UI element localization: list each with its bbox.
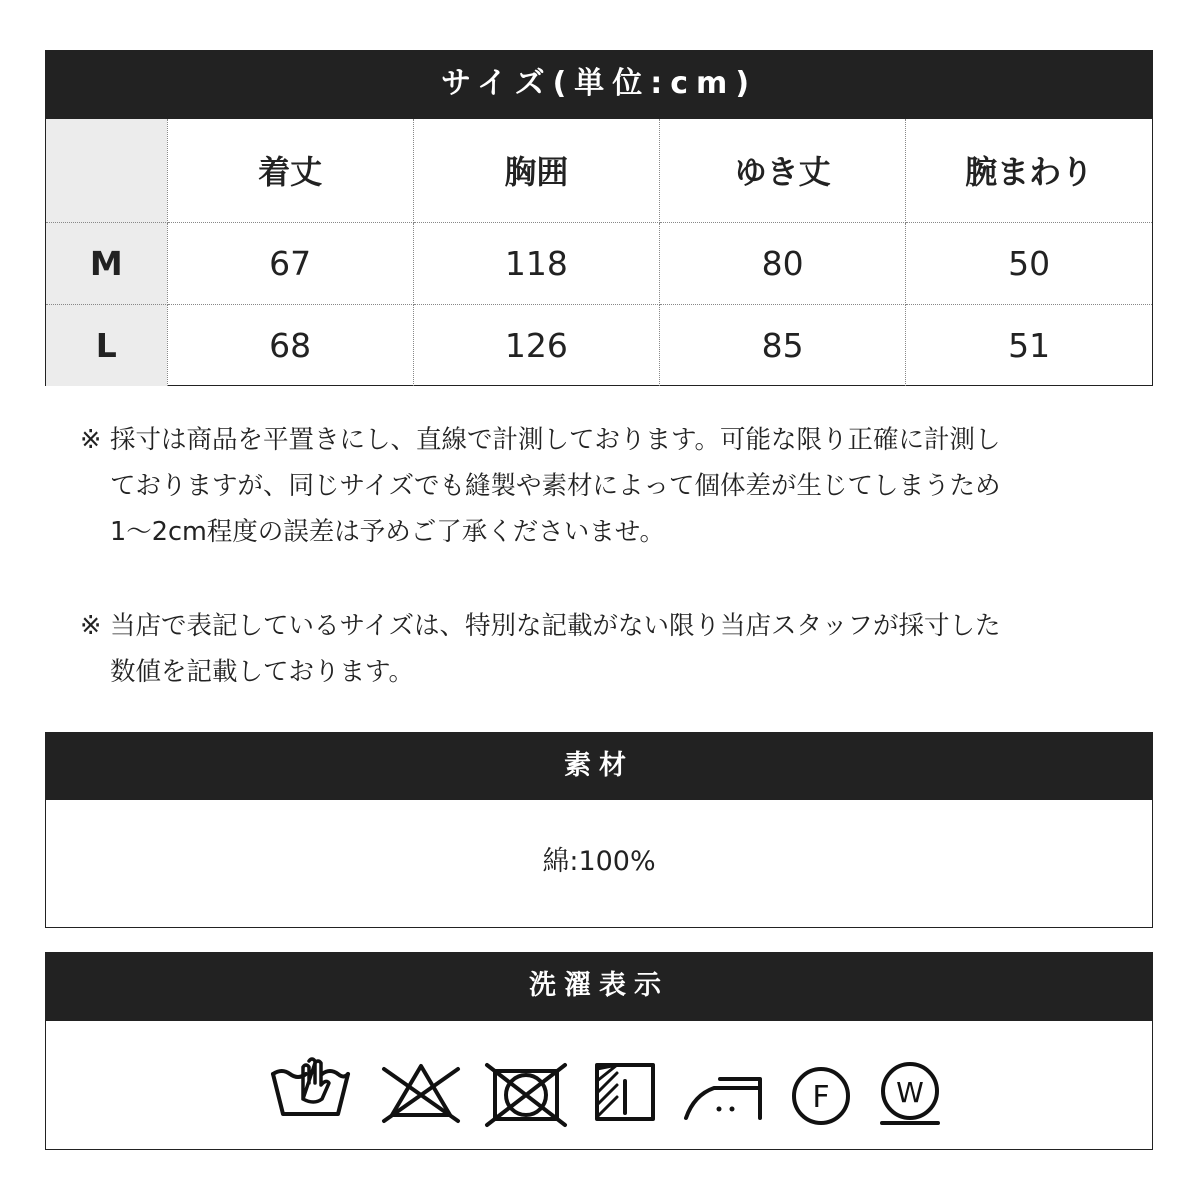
note-line: 採寸は商品を平置きにし、直線で計測しております。可能な限り正確に計測し xyxy=(110,425,1001,455)
table-cell: 67 xyxy=(167,222,413,304)
iron-medium-icon xyxy=(686,1079,760,1118)
table-cell: 80 xyxy=(660,222,906,304)
dry-clean-f-icon xyxy=(794,1069,848,1123)
no-bleach-icon xyxy=(384,1066,458,1121)
measurement-note xyxy=(80,417,1140,555)
note-line: 1〜2cm程度の誤差は予めご了承くださいませ。 xyxy=(110,517,666,547)
care-icons-row xyxy=(46,1021,1152,1149)
table-row xyxy=(46,304,1152,386)
care-label-panel xyxy=(45,952,1153,1150)
wet-clean-letter: W xyxy=(896,1076,924,1109)
line-dry-shade-icon xyxy=(597,1065,653,1119)
table-cell: 126 xyxy=(413,304,659,386)
size-label: L xyxy=(46,304,167,386)
column-header-arm-circumference: 腕まわり xyxy=(906,119,1152,222)
size-table-panel xyxy=(45,50,1153,386)
table-cell: 50 xyxy=(906,222,1152,304)
hand-wash-icon xyxy=(273,1059,348,1114)
wet-clean-w-icon xyxy=(882,1064,938,1123)
size-table-corner-cell xyxy=(46,119,167,222)
no-tumble-dry-icon xyxy=(487,1065,565,1125)
size-table-title: サイズ(単位:cm) xyxy=(46,51,1152,119)
table-cell: 85 xyxy=(660,304,906,386)
note-mark: ※ xyxy=(80,425,102,455)
table-cell: 51 xyxy=(906,304,1152,386)
table-row xyxy=(46,222,1152,304)
size-table-header-row xyxy=(46,119,1152,222)
material-value: 綿:100% xyxy=(542,846,656,877)
column-header-chest: 胸囲 xyxy=(413,119,659,222)
size-label: M xyxy=(46,222,167,304)
column-header-length: 着丈 xyxy=(167,119,413,222)
column-header-sleeve-length: ゆき丈 xyxy=(660,119,906,222)
table-cell: 68 xyxy=(167,304,413,386)
note-line: ておりますが、同じサイズでも縫製や素材によって個体差が生じてしまうため xyxy=(110,471,1001,501)
size-table xyxy=(46,119,1152,386)
dry-clean-letter: F xyxy=(812,1080,830,1115)
size-notation-note xyxy=(80,603,1140,695)
note-line: 当店で表記しているサイズは、特別な記載がない限り当店スタッフが採寸した xyxy=(110,611,1001,641)
note-mark: ※ xyxy=(80,611,102,641)
material-title: 素材 xyxy=(46,733,1152,800)
note-line: 数値を記載しております。 xyxy=(110,657,414,687)
material-panel xyxy=(45,732,1153,928)
table-cell: 118 xyxy=(413,222,659,304)
care-label-title: 洗濯表示 xyxy=(46,953,1152,1021)
